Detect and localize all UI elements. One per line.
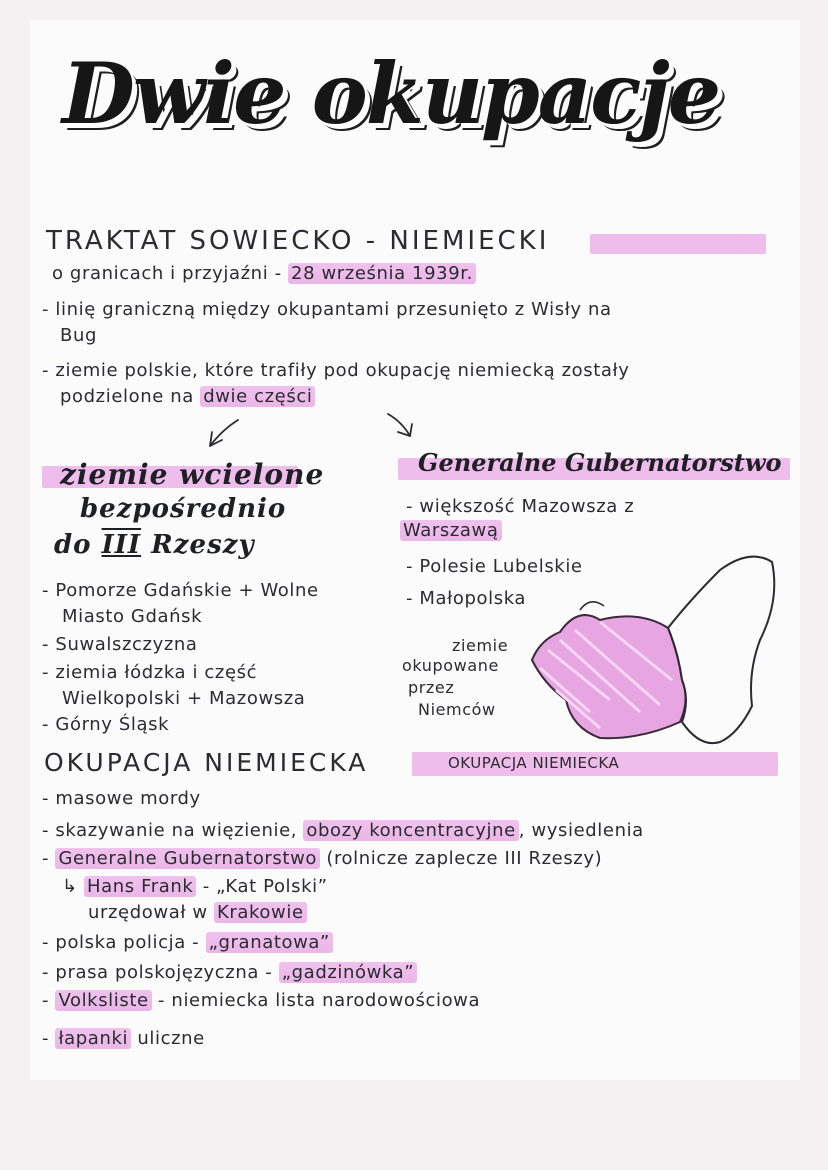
occupation-bullet-1: - masowe mordy <box>42 788 201 809</box>
left-heading-line3 <box>54 530 255 560</box>
dash: - <box>42 1028 50 1049</box>
occupation-bullet-7-text: - prasa polskojęzyczna - <box>42 962 273 983</box>
left-item-1: - Pomorze Gdańskie + Wolne <box>42 580 319 601</box>
treaty-date: 28 września 1939r. <box>288 263 476 284</box>
heading-highlight-bar <box>590 234 766 254</box>
roundups-highlight: łapanki <box>55 1028 131 1049</box>
left-item-3-cont: Wielkopolski + Mazowsza <box>62 688 306 709</box>
occupation-bullet-3-suffix: (rolnicze zaplecze III Rzeszy) <box>326 848 603 869</box>
two-parts-highlight: dwie części <box>200 386 315 407</box>
right-item-2: - Polesie Lubelskie <box>406 556 583 577</box>
roman-numeral: III <box>101 530 142 560</box>
right-item-1: - większość Mazowsza z <box>406 496 635 517</box>
left-heading-prefix: do <box>54 530 92 560</box>
krakow-highlight: Krakowie <box>214 902 307 923</box>
occupation-bullet-5 <box>88 902 307 923</box>
dash: - <box>42 848 50 869</box>
right-item-1-cont <box>400 520 502 541</box>
treaty-bullet-1-cont: Bug <box>60 325 97 346</box>
occupation-bullet-6-text: - polska policja - <box>42 932 200 953</box>
treaty-bullet-2-text: podzielone na <box>60 386 194 407</box>
occupation-heading-small: OKUPACJA NIEMIECKA <box>448 754 620 772</box>
right-heading: Generalne Gubernatorstwo <box>418 448 782 477</box>
occupation-bullet-9-suffix: uliczne <box>137 1028 205 1049</box>
police-highlight: „granatowa” <box>206 932 333 953</box>
warsaw-highlight: Warszawą <box>400 520 502 541</box>
treaty-bullet-2-cont <box>60 386 315 407</box>
occupation-bullet-5-text: urzędował w <box>88 902 208 923</box>
left-item-2: - Suwalszczyzna <box>42 634 198 655</box>
treaty-line <box>52 263 476 284</box>
occupation-bullet-2-text: - skazywanie na więzienie, <box>42 820 298 841</box>
left-item-3: - ziemia łódzka i część <box>42 662 258 683</box>
treaty-bullet-1: - linię graniczną między okupantami przesunięto z Wisły na <box>42 299 612 320</box>
camps-highlight: obozy koncentracyjne <box>303 820 518 841</box>
occupation-heading: OKUPACJA NIEMIECKA <box>44 748 369 777</box>
map-label-4: Niemców <box>418 700 496 719</box>
volksliste-highlight: Volksliste <box>55 990 151 1011</box>
left-item-4: - Górny Śląsk <box>42 714 170 735</box>
occupation-bullet-4-suffix: - „Kat Polski” <box>202 876 328 897</box>
page-title: Dwie okupacje <box>62 44 720 143</box>
left-heading-suffix: Rzeszy <box>151 530 255 560</box>
gg-highlight: Generalne Gubernatorstwo <box>55 848 320 869</box>
arrow-return-icon: ↳ <box>62 876 78 897</box>
left-heading-line2: bezpośrednio <box>80 494 287 524</box>
occupation-bullet-9 <box>42 1028 205 1049</box>
press-highlight: „gadzinówka” <box>279 962 417 983</box>
treaty-heading: TRAKTAT SOWIECKO - NIEMIECKI <box>46 226 550 256</box>
occupation-bullet-6 <box>42 932 333 953</box>
occupation-bullet-3 <box>42 848 602 869</box>
occupation-bullet-4 <box>62 876 328 897</box>
frank-highlight: Hans Frank <box>84 876 196 897</box>
dash: - <box>42 990 50 1011</box>
left-item-1-cont: Miasto Gdańsk <box>62 606 203 627</box>
occupation-bullet-8-suffix: - niemiecka lista narodowościowa <box>158 990 481 1011</box>
occupation-bullet-2 <box>42 820 644 841</box>
map-label-2: okupowane <box>402 656 499 675</box>
treaty-bullet-2: - ziemie polskie, które trafiły pod okupację niemiecką zostały <box>42 360 630 381</box>
right-item-3: - Małopolska <box>406 588 527 609</box>
occupation-bullet-8 <box>42 990 480 1011</box>
occupation-bullet-2-suffix: , wysiedlenia <box>518 820 644 841</box>
treaty-line-text: o granicach i przyjaźni - <box>52 263 282 284</box>
left-heading-line1: ziemie wcielone <box>60 458 325 491</box>
map-label-1: ziemie <box>452 636 509 655</box>
map-label-3: przez <box>408 678 455 697</box>
occupation-bullet-7 <box>42 962 417 983</box>
